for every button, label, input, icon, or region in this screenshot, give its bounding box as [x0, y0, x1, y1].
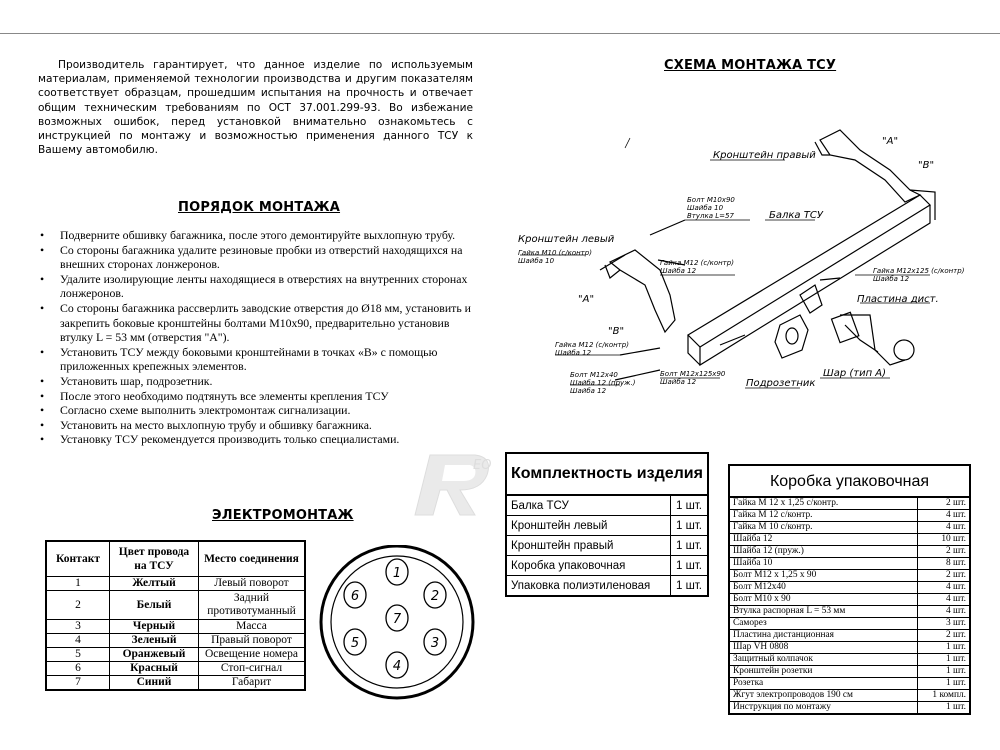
label-washer-12e: Шайба 12 — [660, 378, 697, 386]
kit-row — [506, 516, 708, 536]
label-socket-holder: Подрозетник — [746, 378, 816, 389]
wiring-color: Синий — [110, 676, 199, 691]
label-point-a-right: "А" — [882, 136, 899, 147]
wiring-place: Стоп-сигнал — [199, 662, 306, 676]
label-plate: Пластина дист. — [857, 294, 939, 305]
wiring-contact: 6 — [46, 662, 110, 676]
box-row — [729, 606, 970, 618]
wiring-row — [46, 648, 305, 662]
wiring-color: Оранжевый — [110, 648, 199, 662]
kit-item: Коробка упаковочная — [506, 556, 671, 576]
kit-row — [506, 536, 708, 556]
box-item: Болт М12 х 1,25 х 90 — [729, 570, 918, 582]
box-item: Гайка М 12 х 1,25 с/контр. — [729, 497, 918, 510]
kit-item: Кронштейн левый — [506, 516, 671, 536]
socket-pin-number: 5 — [350, 636, 360, 651]
label-washer-10: Шайба 10 — [687, 204, 724, 212]
box-item: Гайка М 10 с/контр. — [729, 522, 918, 534]
box-qty: 1 шт. — [918, 678, 971, 690]
wiring-row — [46, 620, 305, 634]
label-bracket-right: Кронштейн правый — [713, 150, 816, 161]
box-row — [729, 570, 970, 582]
box-item: Гайка М 12 с/контр. — [729, 510, 918, 522]
label-nut-m12-left: Гайка М12 (с/контр) — [555, 341, 629, 349]
wiring-row — [46, 577, 305, 591]
label-washer-12d: Шайба 12 — [570, 387, 607, 395]
box-item: Кронштейн розетки — [729, 666, 918, 678]
label-point-a-left: "А" — [578, 294, 595, 305]
box-item: Шар VH 0808 — [729, 642, 918, 654]
socket-pin-number: 3 — [430, 636, 440, 651]
kit-body — [506, 453, 708, 596]
box-qty: 1 шт. — [918, 642, 971, 654]
mounting-step: • Согласно схеме выполнить электромонтаж сигнализации. — [38, 403, 478, 418]
label-bolt-m12x40: Болт М12х40 — [570, 371, 618, 379]
wiring-header-color: Цвет провода на ТСУ — [110, 541, 199, 577]
box-item: Розетка — [729, 678, 918, 690]
wiring-place: Задний противотуманный — [199, 591, 306, 620]
label-bracket-left: Кронштейн левый — [518, 234, 615, 245]
box-qty: 2 шт. — [918, 546, 971, 558]
wiring-place: Масса — [199, 620, 306, 634]
socket-diagram — [315, 545, 480, 700]
wiring-contact: 3 — [46, 620, 110, 634]
box-row — [729, 594, 970, 606]
wiring-contact: 4 — [46, 634, 110, 648]
box-row — [729, 558, 970, 570]
wiring-color: Черный — [110, 620, 199, 634]
box-qty: 3 шт. — [918, 618, 971, 630]
box-item: Пластина дистанционная — [729, 630, 918, 642]
electro-title: ЭЛЕКТРОМОНТАЖ — [212, 508, 354, 523]
kit-qty: 1 шт. — [671, 536, 709, 556]
kit-item: Балка ТСУ — [506, 495, 671, 516]
mounting-step: • Удалите изолирующие ленты находящиеся в отверстиях на внутренних сторонах лонжеронов. — [38, 272, 478, 301]
kit-row — [506, 495, 708, 516]
wiring-contact: 7 — [46, 676, 110, 691]
mounting-step: • Со стороны багажника удалите резиновые пробки из отверстий находящихся на внешних сторонах лонжеронов. — [38, 243, 478, 272]
box-row — [729, 654, 970, 666]
box-qty: 4 шт. — [918, 522, 971, 534]
mounting-step: • Со стороны багажника рассверлить заводские отверстия до Ø18 мм, установить и закрепить боковые кронштейны болтами М10х90, предварительно установив втулку L = 53 мм (отверстия "A"). — [38, 301, 478, 345]
mounting-steps — [38, 228, 478, 447]
box-item: Жгут электропроводов 190 см — [729, 690, 918, 702]
label-point-b-right: "В" — [918, 160, 935, 171]
box-qty: 4 шт. — [918, 582, 971, 594]
socket-holder — [775, 315, 808, 358]
box-row — [729, 546, 970, 558]
kit-qty: 1 шт. — [671, 576, 709, 597]
label-washer-12: Шайба 12 — [660, 267, 697, 275]
box-qty: 1 шт. — [918, 702, 971, 715]
ball — [894, 340, 914, 360]
right-bracket — [820, 130, 920, 202]
wiring-contact: 1 — [46, 577, 110, 591]
mounting-step: • Установку ТСУ рекомендуется производить только специалистами. — [38, 432, 478, 447]
box-item: Шайба 12 (пруж.) — [729, 546, 918, 558]
wiring-row — [46, 634, 305, 648]
socket-pin-number: 2 — [430, 589, 440, 604]
box-item: Защитный колпачок — [729, 654, 918, 666]
box-row — [729, 522, 970, 534]
wiring-row — [46, 662, 305, 676]
box-qty: 1 компл. — [918, 690, 971, 702]
box-row — [729, 618, 970, 630]
kit-title: Комплектность изделия — [506, 453, 708, 495]
scheme-title: СХЕМА МОНТАЖА ТСУ — [664, 58, 837, 73]
label-bush: Втулка L=57 — [687, 212, 734, 220]
box-row — [729, 534, 970, 546]
box-row — [729, 642, 970, 654]
wiring-contact: 2 — [46, 591, 110, 620]
wiring-row — [46, 591, 305, 620]
kit-item: Упаковка полиэтиленовая — [506, 576, 671, 597]
label-bolt-m10: Болт М10х90 — [687, 196, 735, 204]
kit-table — [505, 452, 709, 597]
label-washer-12-spring: Шайба 12 (пруж.) — [570, 379, 636, 387]
wiring-place: Правый поворот — [199, 634, 306, 648]
kit-qty: 1 шт. — [671, 516, 709, 536]
box-qty: 4 шт. — [918, 594, 971, 606]
mounting-step: • После этого необходимо подтянуть все элементы крепления ТСУ — [38, 389, 478, 404]
box-item: Втулка распорная L = 53 мм — [729, 606, 918, 618]
mounting-step: • Установить шар, подрозетник. — [38, 374, 478, 389]
socket-pin-number: 4 — [392, 659, 402, 674]
box-qty: 4 шт. — [918, 510, 971, 522]
wiring-row — [46, 676, 305, 691]
box-qty: 2 шт. — [918, 570, 971, 582]
wiring-color: Красный — [110, 662, 199, 676]
warranty-paragraph: Производитель гарантирует, что данное изделие по используемым материалам, применяемой технологии производства и другим показателям соответствует образцам, прошедшим испытания на прочность и отвечает общим техническим требованиям по ОСТ 37.001.299-93. Во избежание возможных ошибок, перед установкой внимательно ознакомьтесь с инструкцией по монтажу и возможностью применения данного ТСУ к Вашему автомобилю. — [38, 59, 473, 157]
warranty-text — [38, 58, 473, 157]
box-row — [729, 582, 970, 594]
wiring-header-contact: Контакт — [46, 541, 110, 577]
box-item: Болт М10 х 90 — [729, 594, 918, 606]
box-row — [729, 678, 970, 690]
box-qty: 8 шт. — [918, 558, 971, 570]
socket-pin-number: 7 — [392, 612, 402, 627]
label-nut-m12x125: Гайка М12х125 (с/контр) — [873, 267, 965, 275]
box-item: Болт М12х40 — [729, 582, 918, 594]
mounting-title: ПОРЯДОК МОНТАЖА — [178, 200, 341, 215]
kit-qty: 1 шт. — [671, 495, 709, 516]
box-qty: 10 шт. — [918, 534, 971, 546]
box-table — [728, 464, 971, 715]
kit-row — [506, 576, 708, 597]
wiring-color: Белый — [110, 591, 199, 620]
label-beam: Балка ТСУ — [769, 210, 823, 221]
box-qty: 1 шт. — [918, 666, 971, 678]
logo-text: ЕО — [473, 458, 492, 473]
wiring-color: Зеленый — [110, 634, 199, 648]
wiring-header-place: Место соединения — [199, 541, 306, 577]
kit-item: Кронштейн правый — [506, 536, 671, 556]
box-row — [729, 702, 970, 715]
box-row — [729, 630, 970, 642]
wiring-place: Освещение номера — [199, 648, 306, 662]
wiring-color: Желтый — [110, 577, 199, 591]
box-row — [729, 666, 970, 678]
box-qty: 1 шт. — [918, 654, 971, 666]
box-item: Шайба 12 — [729, 534, 918, 546]
top-rule — [0, 33, 1000, 34]
label-washer-12c: Шайба 12 — [555, 349, 592, 357]
box-item: Инструкция по монтажу — [729, 702, 918, 715]
box-row — [729, 690, 970, 702]
label-nut-m12: Гайка М12 (с/контр) — [660, 259, 734, 267]
mounting-scheme — [510, 120, 980, 405]
socket-pin-number: 6 — [350, 589, 360, 604]
label-washer-10b: Шайба 10 — [518, 257, 555, 265]
box-row — [729, 510, 970, 522]
box-item: Саморез — [729, 618, 918, 630]
kit-row — [506, 556, 708, 576]
box-item: Шайба 10 — [729, 558, 918, 570]
box-qty: 2 шт. — [918, 630, 971, 642]
label-nut-m10: Гайка М10 (с/контр) — [518, 249, 592, 257]
wiring-body — [46, 577, 305, 691]
label-washer-12b: Шайба 12 — [873, 275, 910, 283]
wiring-table — [45, 540, 306, 691]
mounting-step: • Подверните обшивку багажника, после этого демонтируйте выхлопную трубу. — [38, 228, 478, 243]
box-qty: 2 шт. — [918, 497, 971, 510]
mounting-step: • Установить на место выхлопную трубу и обшивку багажника. — [38, 418, 478, 433]
box-row — [729, 497, 970, 510]
socket-pin-number: 1 — [392, 566, 402, 581]
box-qty: 4 шт. — [918, 606, 971, 618]
wiring-place: Левый поворот — [199, 577, 306, 591]
wiring-place: Габарит — [199, 676, 306, 691]
watermark-logo — [395, 445, 505, 525]
wiring-contact: 5 — [46, 648, 110, 662]
box-body — [729, 465, 970, 714]
kit-qty: 1 шт. — [671, 556, 709, 576]
steps-list — [38, 228, 478, 447]
label-bolt-m12x125: Болт М12х125х90 — [660, 370, 726, 378]
ball-mount — [840, 315, 905, 365]
label-ball: Шар (тип А) — [823, 368, 887, 379]
label-point-b-left: "В" — [608, 326, 625, 337]
box-title: Коробка упаковочная — [729, 465, 970, 497]
mounting-step: • Установить ТСУ между боковыми кронштейнами в точках «В» с помощью приложенных крепежных элементов. — [38, 345, 478, 374]
